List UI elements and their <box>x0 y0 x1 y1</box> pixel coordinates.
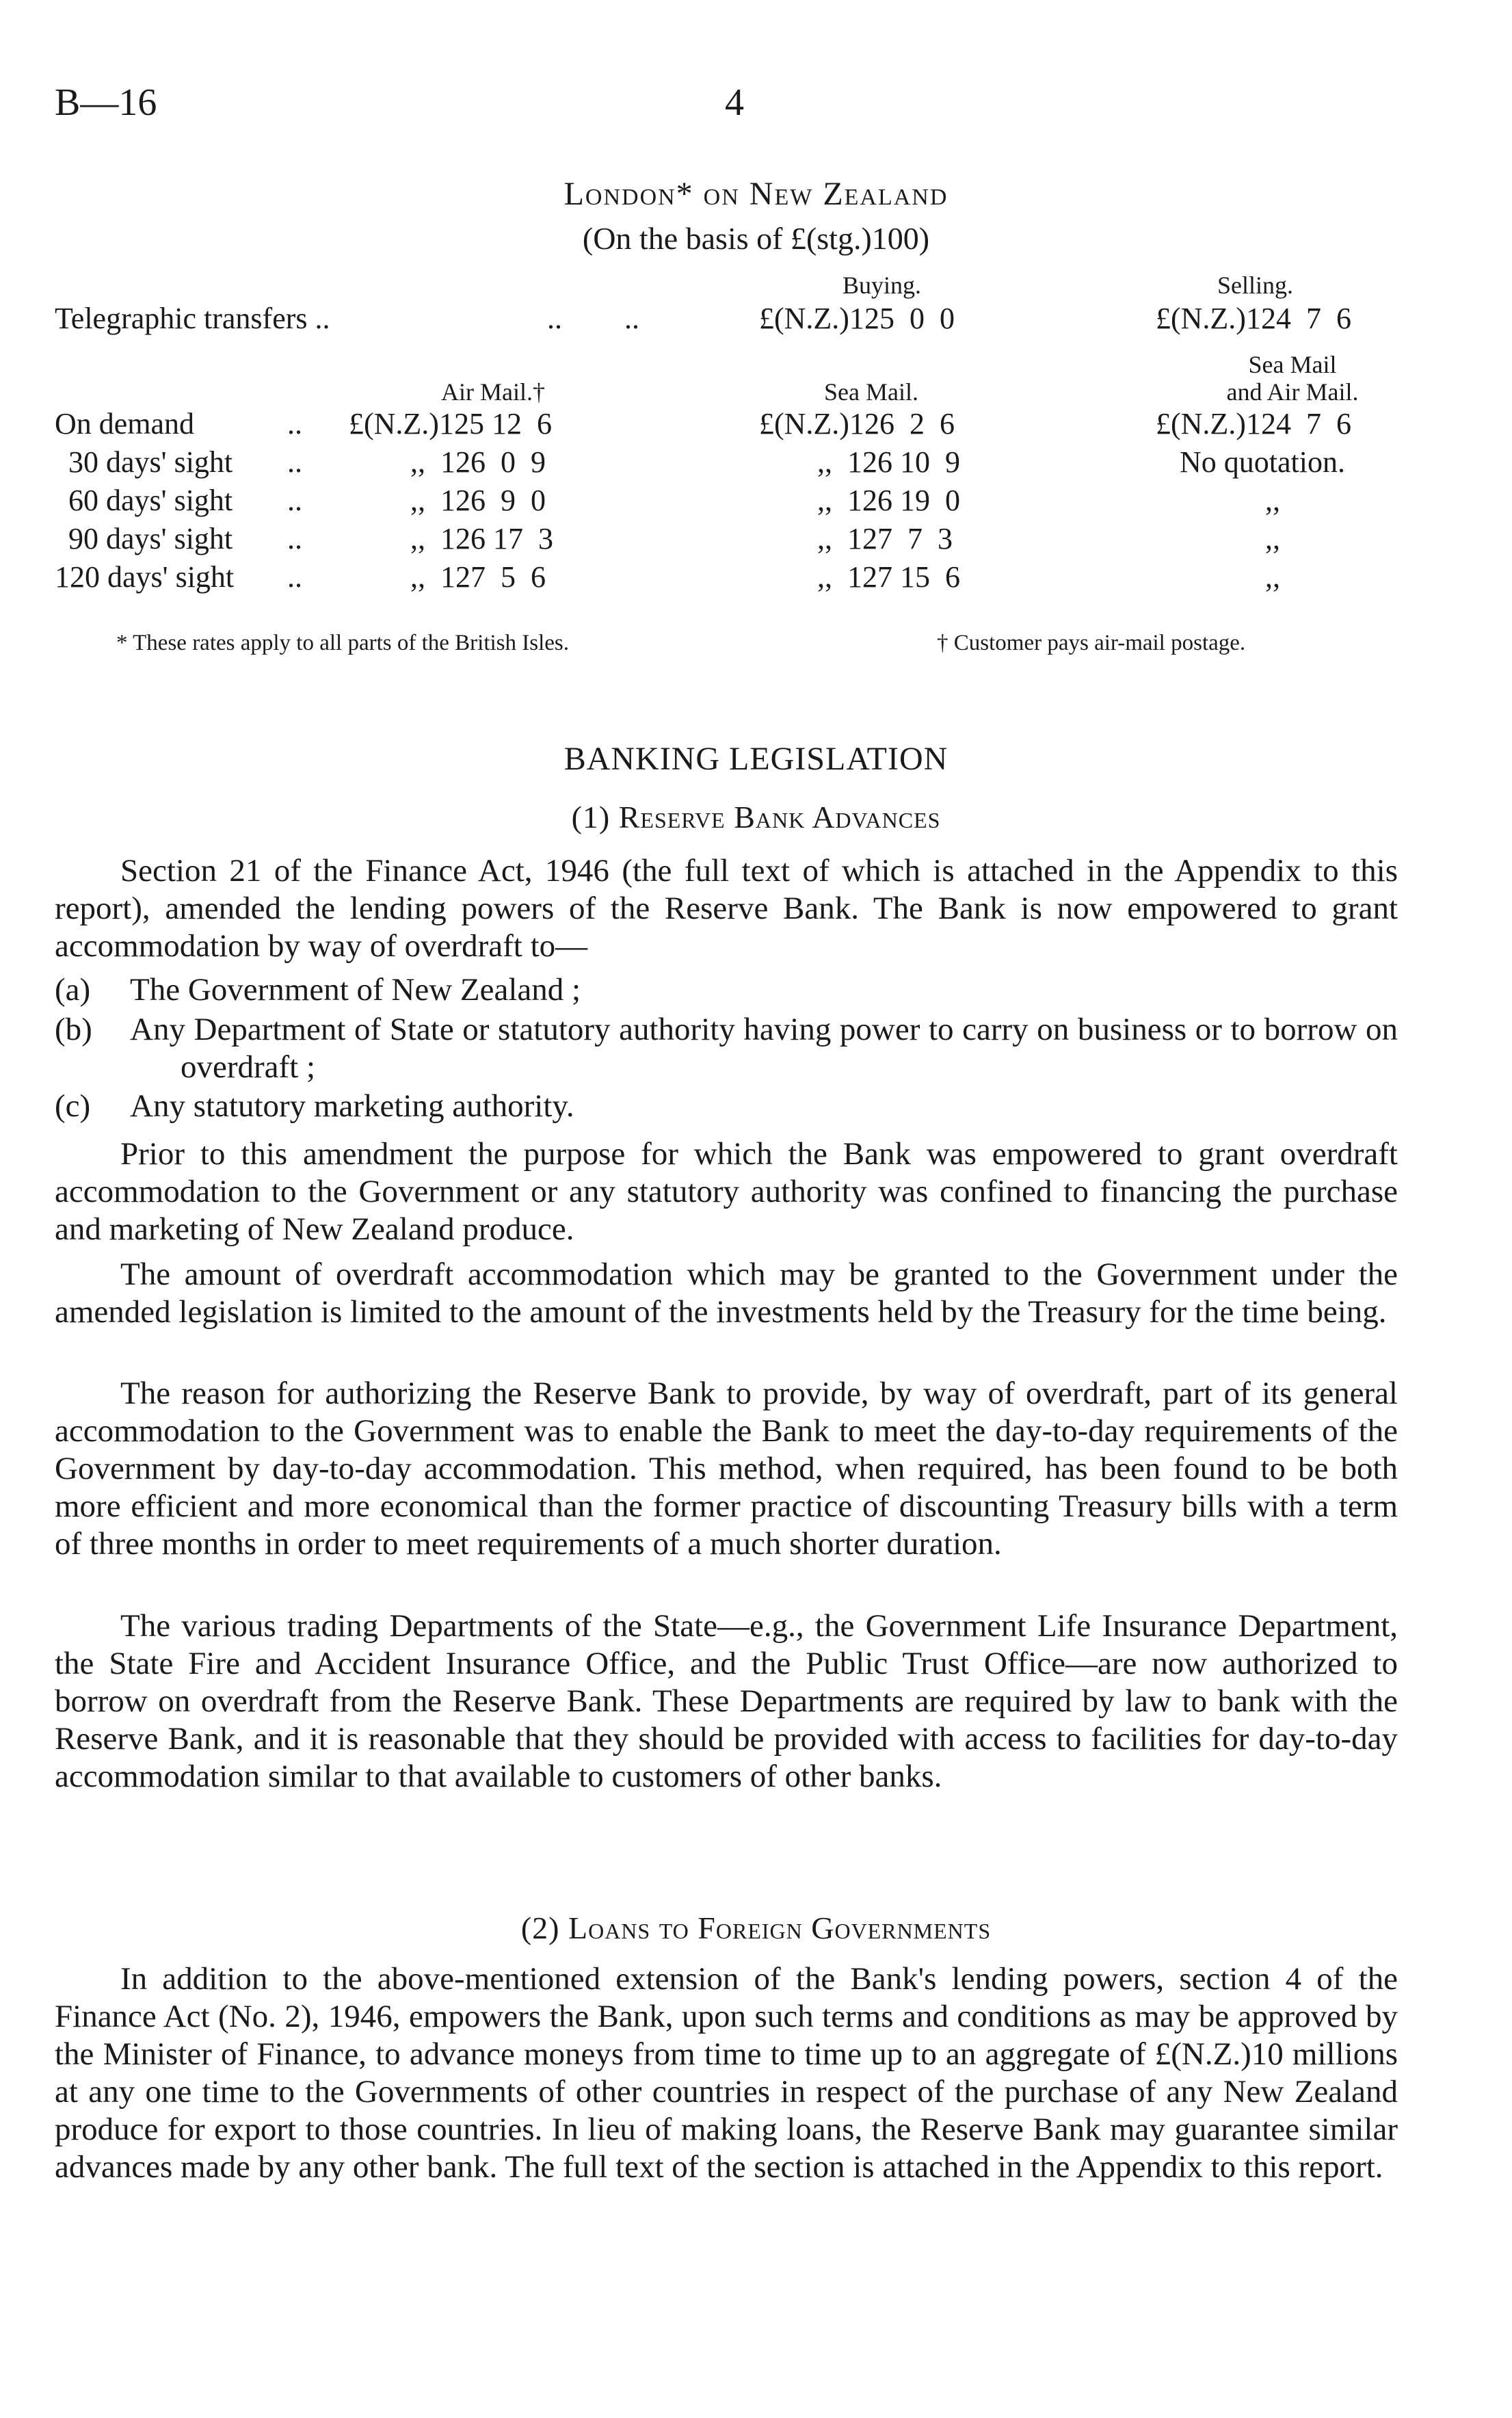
rates-basis: (On the basis of £(stg.)100) <box>582 221 930 256</box>
footnote-star: * These rates apply to all parts of the British Isles. <box>116 631 569 655</box>
row-airmail: ,, 126 17 3 <box>410 522 553 555</box>
row-selling: ,, <box>1265 484 1280 517</box>
row-selling: £(N.Z.)124 7 6 <box>1156 407 1351 441</box>
paragraph-text: The amount of overdraft accommodation which may be granted to the Government under the amended legislation is limited to the amount of the investments held by the Treasury for the time being. <box>55 1257 1398 1330</box>
paragraph-text: Prior to this amendment the purpose for which the Bank was empowered to grant overdraft accommodation to the Government or any statutory authority was confined to financing the purchase and marketing of New Zealand produce. <box>55 1136 1398 1247</box>
page-series: B—16 <box>55 81 157 124</box>
list-label: (c) <box>55 1088 91 1124</box>
subheading-loans-foreign-governments: (2) Loans to Foreign Governments <box>520 1910 992 1945</box>
row-dots: .. <box>287 407 302 441</box>
rates-title: London* on New Zealand <box>563 176 949 212</box>
paragraph-text: The various trading Departments of the State—e.g., the Government Life Insurance Department, the State Fire and Accident Insurance Office, and the Public Trust Office—are now authorized to borrow on overdraft from the Reserve Bank. These Departments are required by law to bank with the Reserve Bank, and it is reasonable that they should be provided with access to facilities for day-to-day accommodation similar to that available to customers of other banks. <box>55 1608 1398 1794</box>
list-item <box>55 1011 1398 1086</box>
row-seamail: ,, 126 19 0 <box>817 484 960 517</box>
row-dots: .. <box>287 445 302 479</box>
row-label: 60 days' sight <box>68 484 233 517</box>
row-seamail: ,, 126 10 9 <box>817 445 960 479</box>
paragraph <box>55 1607 1398 1796</box>
row-dots: .. <box>287 522 302 555</box>
list-text: The Government of New Zealand ; <box>130 972 581 1008</box>
row-label: On demand <box>55 407 195 441</box>
tt-label: Telegraphic transfers .. <box>55 302 330 335</box>
tt-buying: £(N.Z.)125 0 0 <box>759 302 955 335</box>
section-heading: BANKING LEGISLATION <box>563 741 949 777</box>
col-sea-air-header-2: and Air Mail. <box>1226 378 1359 406</box>
row-seamail: £(N.Z.)126 2 6 <box>759 407 955 441</box>
paragraph-text: The reason for authorizing the Reserve Bank to provide, by way of overdraft, part of its general accommodation to the Government was to enable the Bank to meet the day-to-day requirements of the Government by day-to-day accommodation. This method, when required, has been found to be both more efficient and more economical than the former practice of discounting Treasury bills with a term of three months in order to meet requirements of a much shorter duration. <box>55 1376 1398 1562</box>
list-item <box>55 1088 1398 1125</box>
row-airmail: £(N.Z.)125 12 6 <box>349 407 552 441</box>
list-label: (b) <box>55 1012 92 1047</box>
row-airmail: ,, 127 5 6 <box>410 560 546 594</box>
paragraph <box>55 1375 1398 1563</box>
list-label: (a) <box>55 972 91 1008</box>
row-dots: .. <box>287 560 302 594</box>
col-buying-header: Buying. <box>843 272 922 299</box>
col-airmail-header: Air Mail.† <box>441 378 545 406</box>
paragraph <box>55 1256 1398 1331</box>
paragraph <box>55 852 1398 965</box>
subheading-reserve-bank-advances: (1) Reserve Bank Advances <box>571 800 941 835</box>
row-selling: No quotation. <box>1180 445 1345 479</box>
row-airmail: ,, 126 9 0 <box>410 484 546 517</box>
tt-selling: £(N.Z.)124 7 6 <box>1156 302 1351 335</box>
paragraph <box>55 1135 1398 1248</box>
list-text: Any Department of State or statutory authority having power to carry on business or to borrow on overdraft ; <box>130 1012 1398 1085</box>
paragraph-text: Section 21 of the Finance Act, 1946 (the full text of which is attached in the Appendix to this report), amended the lending powers of the Reserve Bank. The Bank is now empowered to grant accommodation by way of overdraft to— <box>55 853 1398 964</box>
row-airmail: ,, 126 0 9 <box>410 445 546 479</box>
row-label: 120 days' sight <box>55 560 235 594</box>
col-sea-air-header-1: Sea Mail <box>1248 351 1337 378</box>
col-seamail-header: Sea Mail. <box>824 378 918 406</box>
tt-dots: .. .. <box>547 302 639 335</box>
paragraph-text: In addition to the above-mentioned extension of the Bank's lending powers, section 4 of the Finance Act (No. 2), 1946, empowers the Bank, upon such terms and conditions as may be approved by the Minister of Finance, to advance moneys from time to time up to an aggregate of £(N.Z.)10 millions at any one time to the Governments of other countries in respect of the purchase of any New Zealand produce for export to those countries. In lieu of making loans, the Reserve Bank may guarantee similar advances made by any other bank. The full text of the section is attached in the Appendix to this report. <box>55 1961 1398 2185</box>
footnote-dagger: † Customer pays air-mail postage. <box>937 631 1246 655</box>
row-label: 30 days' sight <box>68 445 233 479</box>
row-dots: .. <box>287 484 302 517</box>
row-seamail: ,, 127 15 6 <box>817 560 960 594</box>
row-selling: ,, <box>1265 522 1280 555</box>
row-selling: ,, <box>1265 560 1280 594</box>
list-text: Any statutory marketing authority. <box>130 1088 574 1124</box>
list-item <box>55 971 1398 1009</box>
row-seamail: ,, 127 7 3 <box>817 522 953 555</box>
page-number: 4 <box>725 81 744 124</box>
col-selling-header: Selling. <box>1217 272 1294 299</box>
row-label: 90 days' sight <box>68 522 233 555</box>
paragraph <box>55 1960 1398 2186</box>
